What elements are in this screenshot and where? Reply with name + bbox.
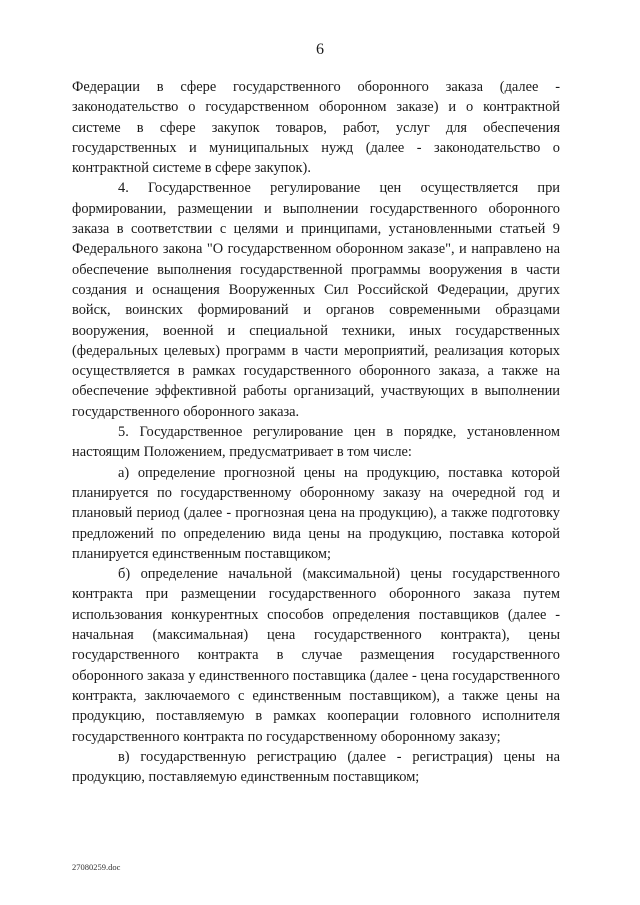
paragraph-subitem-v: в) государственную регистрацию (далее - регистрация) цены на продукцию, поставляемую единственным поставщиком; [72,748,560,786]
paragraph-subitem-a: а) определение прогнозной цены на продукцию, поставка которой планируется по государственному оборонному заказу на очередной год и плановый период (далее - прогнозная цена на продукцию), а также подготовку предложений по определению вида цены на продукцию, поставка которой планируется единственным поставщиком; [72,464,560,562]
document-body [72,77,560,787]
paragraph-subitem-b: б) определение начальной (максимальной) цены государственного контракта при размещении государственного оборонного заказа путем использования конкурентных способов определения поставщиков (далее - начальная (максимальная) цена государственного контракта), цены государственного контракта в случае размещения государственного оборонного заказа у единственного поставщика (далее - цена государственного контракта, заключаемого с единственным поставщиком), а также цены на продукцию, поставляемую в рамках кооперации головного исполнителя государственного контракта по государственному оборонному заказу; [72,566,560,745]
paragraph-item-5: 5. Государственное регулирование цен в порядке, установленном настоящим Положением, предусматривает в том числе: [72,424,560,461]
paragraph-continuation: Федерации в сфере государственного оборонного заказа (далее - законодательство о государственном оборонном заказе) и о контрактной системе в сфере закупок товаров, работ, услуг для обеспечения государственных и муниципальных нужд (далее - законодательство о контрактной системе в сфере закупок). [72,79,560,177]
page-number: 6 [316,41,324,58]
footer-filename: 27080259.doc [72,862,121,872]
paragraph-item-4: 4. Государственное регулирование цен осуществляется при формировании, размещении и выполнении государственного оборонного заказа в соответствии с целями и принципами, установленными статьей 9 Федерального закона "О государственном оборонном заказе", и направлено на обеспечение выполнения государственной программы вооружения в части создания и оснащения Вооруженных Сил Российской Федерации, других войск, воинских формирований и органов современными образцами вооружения, военной и специальной техники, иных государственных (федеральных целевых) программ в части мероприятий, реализация которых осуществляется в рамках государственного оборонного заказа, а также на обеспечение эффективной работы организаций, участвующих в выполнении государственного оборонного заказа. [72,180,560,420]
